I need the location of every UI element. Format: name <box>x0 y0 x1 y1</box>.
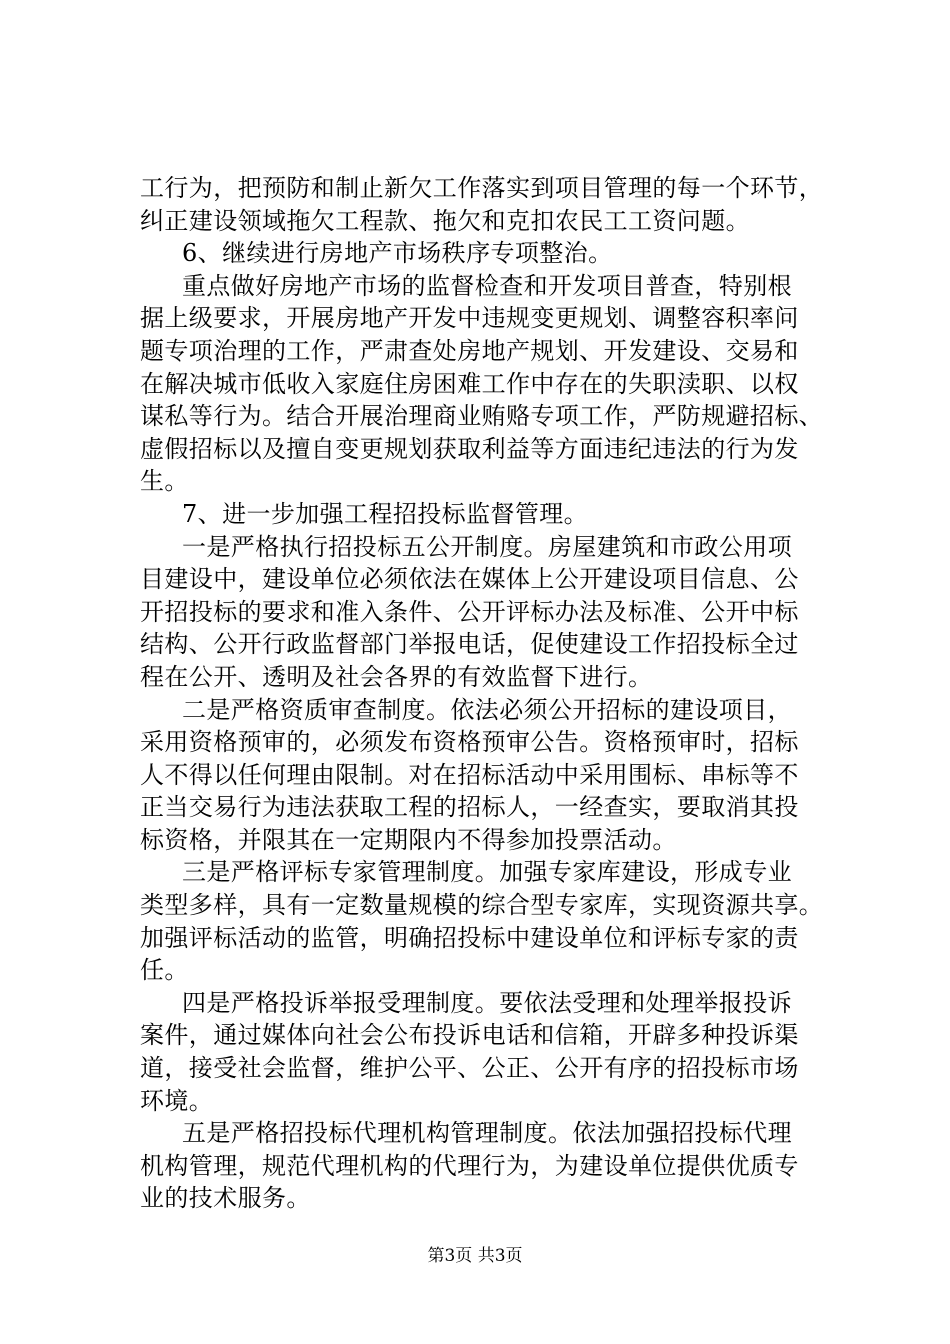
page-footer: 第3页 共3页 <box>427 1246 523 1266</box>
text-line: 三是严格评标专家管理制度。加强专家库建设，形成专业 <box>182 858 792 887</box>
text-line: 程在公开、透明及社会各界的有效监督下进行。 <box>140 662 653 691</box>
text-line: 环境。 <box>140 1086 214 1115</box>
text-line: 采用资格预审的，必须发布资格预审公告。资格预审时，招标 <box>140 728 799 757</box>
text-line: 重点做好房地产市场的监督检查和开发项目普查，特别根 <box>182 271 792 300</box>
text-line: 道，接受社会监督，维护公平、公正、公开有序的招投标市场 <box>140 1054 799 1083</box>
text-line: 标资格，并限其在一定期限内不得参加投票活动。 <box>140 825 677 854</box>
text-line: 类型多样，具有一定数量规模的综合型专家库，实现资源共享。 <box>140 891 824 920</box>
text-line: 在解决城市低收入家庭住房困难工作中存在的失职渎职、以权 <box>140 369 799 398</box>
text-line: 生。 <box>140 467 189 496</box>
text-line: 虚假招标以及擅自变更规划获取利益等方面违纪违法的行为发 <box>140 434 799 463</box>
text-line: 案件，通过媒体向社会公布投诉电话和信箱，开辟多种投诉渠 <box>140 1021 799 1050</box>
text-line: 二是严格资质审查制度。依法必须公开招标的建设项目， <box>182 695 792 724</box>
text-line: 机构管理，规范代理机构的代理行为，为建设单位提供优质专 <box>140 1151 799 1180</box>
text-line: 结构、公开行政监督部门举报电话，促使建设工作招投标全过 <box>140 630 799 659</box>
text-line: 谋私等行为。结合开展治理商业贿赂专项工作，严防规避招标、 <box>140 402 824 431</box>
text-line: 工行为，把预防和制止新欠工作落实到项目管理的每一个环节， <box>140 174 824 202</box>
text-line: 目建设中，建设单位必须依法在媒体上公开建设项目信息、公 <box>140 565 799 594</box>
text-line: 一是严格执行招投标五公开制度。房屋建筑和市政公用项 <box>182 532 792 561</box>
text-line: 任。 <box>140 956 189 985</box>
text-line: 6、继续进行房地产市场秩序专项整治。 <box>182 239 613 268</box>
text-line: 正当交易行为违法获取工程的招标人，一经查实，要取消其投 <box>140 793 799 822</box>
text-line: 据上级要求，开展房地产开发中违规变更规划、调整容积率问 <box>140 304 799 333</box>
document-body <box>140 172 834 1215</box>
text-line: 纠正建设领域拖欠工程款、拖欠和克扣农民工工资问题。 <box>140 206 750 235</box>
text-line: 7、进一步加强工程招投标监督管理。 <box>182 499 589 528</box>
text-line: 四是严格投诉举报受理制度。要依法受理和处理举报投诉 <box>182 988 792 1017</box>
text-line: 题专项治理的工作，严肃查处房地产规划、开发建设、交易和 <box>140 336 799 365</box>
text-line: 人不得以任何理由限制。对在招标活动中采用围标、串标等不 <box>140 760 799 789</box>
text-line: 五是严格招投标代理机构管理制度。依法加强招投标代理 <box>182 1119 792 1148</box>
text-line: 加强评标活动的监管，明确招投标中建设单位和评标专家的责 <box>140 923 799 952</box>
text-line: 开招投标的要求和准入条件、公开评标办法及标准、公开中标 <box>140 597 799 626</box>
text-line: 业的技术服务。 <box>140 1184 311 1213</box>
